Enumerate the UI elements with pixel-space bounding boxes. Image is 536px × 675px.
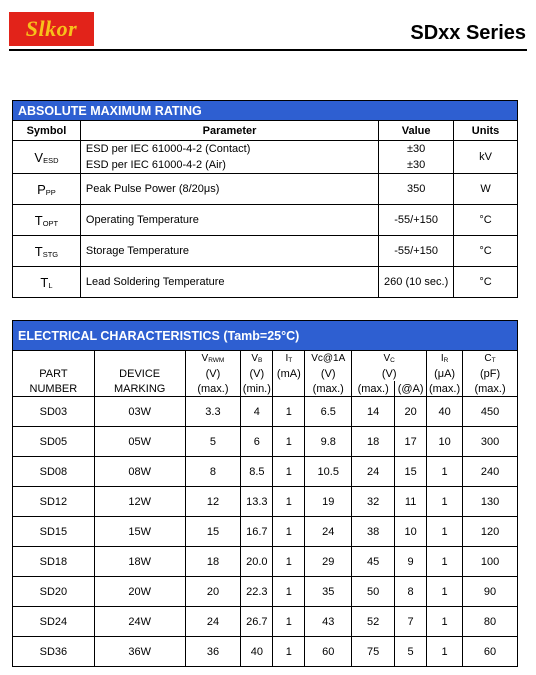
symbol-cell: $T_{OPT}$ xyxy=(13,205,81,236)
vc-max-cell: 14 xyxy=(352,397,395,427)
symbol-cell: $V_{ESD}$ xyxy=(13,141,81,174)
amr-title: ABSOLUTE MAXIMUM RATING xyxy=(13,101,518,121)
vc-at-a-cell: 17 xyxy=(395,427,427,457)
table-row xyxy=(13,637,518,667)
header-divider xyxy=(9,49,527,51)
part-number-cell: SD24 xyxy=(13,607,95,637)
vb-cell: 4 xyxy=(241,397,273,427)
value-cell: 350 xyxy=(379,174,454,205)
note-label: (max.) xyxy=(463,381,518,397)
vc-max-cell: 50 xyxy=(352,577,395,607)
unit-label: (mA) xyxy=(273,366,305,381)
vb-cell: 20.0 xyxy=(241,547,273,577)
device-marking-cell: 03W xyxy=(94,397,185,427)
ir-header: $I_R$ xyxy=(427,351,463,367)
vc-max-cell: 45 xyxy=(352,547,395,577)
note-label: (max.) xyxy=(427,381,463,397)
vc-at-1a-cell: 6.5 xyxy=(305,397,352,427)
device-marking-cell: 15W xyxy=(94,517,185,547)
table-row xyxy=(13,547,518,577)
it-cell: 1 xyxy=(273,427,305,457)
part-number-cell: SD12 xyxy=(13,487,95,517)
note-label: (max.) xyxy=(305,381,352,397)
note-label xyxy=(273,381,305,397)
device-marking-cell: 08W xyxy=(94,457,185,487)
vrwm-cell: 24 xyxy=(185,607,241,637)
value-cell: -55/+150 xyxy=(379,205,454,236)
ec-header-row-2 xyxy=(13,366,518,381)
note-label: (max.) xyxy=(185,381,241,397)
electrical-characteristics-table xyxy=(12,320,518,667)
vb-cell: 8.5 xyxy=(241,457,273,487)
vc-at-1a-cell: 60 xyxy=(305,637,352,667)
part-number-cell: SD20 xyxy=(13,577,95,607)
vrwm-cell: 8 xyxy=(185,457,241,487)
device-marking-cell: 18W xyxy=(94,547,185,577)
value-cell: -55/+150 xyxy=(379,236,454,267)
vc-max-cell: 38 xyxy=(352,517,395,547)
vb-cell: 13.3 xyxy=(241,487,273,517)
part-number-header: PART xyxy=(13,366,95,381)
vc-max-cell: 18 xyxy=(352,427,395,457)
company-logo xyxy=(9,12,94,46)
note-label: (min.) xyxy=(242,382,271,395)
device-marking-cell: 20W xyxy=(94,577,185,607)
vc-at-1a-cell: 43 xyxy=(305,607,352,637)
note-label: (@A) xyxy=(395,381,427,397)
device-marking-header: DEVICE xyxy=(94,366,185,381)
ct-cell: 60 xyxy=(463,637,518,667)
part-number-cell: SD05 xyxy=(13,427,95,457)
symbol-cell: $T_{STG}$ xyxy=(13,236,81,267)
ct-cell: 80 xyxy=(463,607,518,637)
it-cell: 1 xyxy=(273,637,305,667)
unit-label: (V) xyxy=(185,366,241,381)
unit-label: (pF) xyxy=(463,366,518,381)
amr-row-esd xyxy=(13,141,518,174)
vc-at-1a-cell: 24 xyxy=(305,517,352,547)
vc-at-a-cell: 8 xyxy=(395,577,427,607)
parameter-cell: Storage Temperature xyxy=(80,236,378,267)
vc-at-1a-cell: 9.8 xyxy=(305,427,352,457)
unit-cell: W xyxy=(454,174,518,205)
vc-at-a-cell: 7 xyxy=(395,607,427,637)
amr-row-tstg xyxy=(13,236,518,267)
vrwm-cell: 15 xyxy=(185,517,241,547)
col-value: Value xyxy=(379,121,454,141)
ct-header: $C_T$ xyxy=(463,351,518,367)
amr-row-ppp xyxy=(13,174,518,205)
vrwm-cell: 12 xyxy=(185,487,241,517)
series-title: SDxx Series xyxy=(410,22,526,44)
ec-title: ELECTRICAL CHARACTERISTICS (Tamb=25°C) xyxy=(13,321,518,351)
device-marking-cell: 36W xyxy=(94,637,185,667)
amr-row-topt xyxy=(13,205,518,236)
unit-cell: °C xyxy=(454,236,518,267)
vb-cell: 22.3 xyxy=(241,577,273,607)
ir-cell: 1 xyxy=(427,517,463,547)
vrwm-cell: 5 xyxy=(185,427,241,457)
it-cell: 1 xyxy=(273,517,305,547)
ir-cell: 1 xyxy=(427,637,463,667)
table-row xyxy=(13,457,518,487)
device-marking-cell: 05W xyxy=(94,427,185,457)
ct-cell: 120 xyxy=(463,517,518,547)
vc-at-a-cell: 15 xyxy=(395,457,427,487)
vc-at-1a-cell: 35 xyxy=(305,577,352,607)
part-number-header-2: NUMBER xyxy=(13,381,95,397)
ir-cell: 1 xyxy=(427,607,463,637)
vrwm-cell: 20 xyxy=(185,577,241,607)
unit-cell: °C xyxy=(454,205,518,236)
ct-cell: 90 xyxy=(463,577,518,607)
vb-cell: 6 xyxy=(241,427,273,457)
table-row xyxy=(13,397,518,427)
part-number-cell: SD18 xyxy=(13,547,95,577)
symbol-cell: $P_{PP}$ xyxy=(13,174,81,205)
amr-row-tl xyxy=(13,267,518,298)
logo-text: Slkor xyxy=(25,16,78,41)
unit-label: (V) xyxy=(241,366,273,381)
vc-at-a-cell: 9 xyxy=(395,547,427,577)
ir-cell: 1 xyxy=(427,457,463,487)
ct-cell: 300 xyxy=(463,427,518,457)
vb-cell: 26.7 xyxy=(241,607,273,637)
part-number-cell: SD15 xyxy=(13,517,95,547)
it-cell: 1 xyxy=(273,487,305,517)
vc-at-1a-cell: 19 xyxy=(305,487,352,517)
ir-cell: 1 xyxy=(427,487,463,517)
vb-cell: 40 xyxy=(241,637,273,667)
parameter-cell: Peak Pulse Power (8/20μs) xyxy=(80,174,378,205)
vc-max-cell: 24 xyxy=(352,457,395,487)
ir-cell: 40 xyxy=(427,397,463,427)
value-cell: ±30 ±30 xyxy=(379,141,454,174)
parameter-cell: Lead Soldering Temperature xyxy=(80,267,378,298)
col-parameter: Parameter xyxy=(80,121,378,141)
vc-max-cell: 32 xyxy=(352,487,395,517)
vc-max-cell: 52 xyxy=(352,607,395,637)
part-number-cell: SD03 xyxy=(13,397,95,427)
it-header: $I_T$ xyxy=(273,351,305,367)
unit-label: (V) xyxy=(305,366,352,381)
ec-body xyxy=(13,397,518,667)
value-cell: 260 (10 sec.) xyxy=(379,267,454,298)
parameter-cell: Operating Temperature xyxy=(80,205,378,236)
ct-cell: 450 xyxy=(463,397,518,427)
absolute-max-rating-table xyxy=(12,100,518,298)
it-cell: 1 xyxy=(273,547,305,577)
vrwm-cell: 3.3 xyxy=(185,397,241,427)
vc-at-a-cell: 20 xyxy=(395,397,427,427)
unit-label: (μA) xyxy=(427,366,463,381)
table-row xyxy=(13,607,518,637)
vc-at-a-cell: 5 xyxy=(395,637,427,667)
symbol-cell: $T_L$ xyxy=(13,267,81,298)
device-marking-header-2: MARKING xyxy=(94,381,185,397)
it-cell: 1 xyxy=(273,607,305,637)
vb-header: $V_B$ xyxy=(241,351,273,367)
vc-at-1a-cell: 10.5 xyxy=(305,457,352,487)
ec-header-row-1 xyxy=(13,351,518,367)
vc-at-a-cell: 11 xyxy=(395,487,427,517)
it-cell: 1 xyxy=(273,457,305,487)
ct-cell: 240 xyxy=(463,457,518,487)
table-row xyxy=(13,577,518,607)
ir-cell: 1 xyxy=(427,577,463,607)
unit-label: (V) xyxy=(352,366,427,381)
ir-cell: 10 xyxy=(427,427,463,457)
table-row xyxy=(13,427,518,457)
vrwm-header: $V_{RWM}$ xyxy=(185,351,241,367)
table-row xyxy=(13,487,518,517)
unit-cell: °C xyxy=(454,267,518,298)
table-row xyxy=(13,517,518,547)
vc-at-1a-cell: 29 xyxy=(305,547,352,577)
col-symbol: Symbol xyxy=(13,121,81,141)
device-marking-cell: 24W xyxy=(94,607,185,637)
ec-header-row-3 xyxy=(13,381,518,397)
vrwm-cell: 18 xyxy=(185,547,241,577)
vc1a-header: Vc@1A xyxy=(305,351,352,367)
ct-cell: 130 xyxy=(463,487,518,517)
vc-max-cell: 75 xyxy=(352,637,395,667)
part-number-cell: SD08 xyxy=(13,457,95,487)
vrwm-cell: 36 xyxy=(185,637,241,667)
ir-cell: 1 xyxy=(427,547,463,577)
vc-at-a-cell: 10 xyxy=(395,517,427,547)
vb-cell: 16.7 xyxy=(241,517,273,547)
col-units: Units xyxy=(454,121,518,141)
unit-cell: kV xyxy=(454,141,518,174)
device-marking-cell: 12W xyxy=(94,487,185,517)
vc-header: $V_C$ xyxy=(352,351,427,367)
note-label: (max.) xyxy=(352,381,395,397)
parameter-cell: ESD per IEC 61000-4-2 (Contact) ESD per IEC 61000-4-2 (Air) xyxy=(80,141,378,174)
ct-cell: 100 xyxy=(463,547,518,577)
it-cell: 1 xyxy=(273,397,305,427)
it-cell: 1 xyxy=(273,577,305,607)
part-number-cell: SD36 xyxy=(13,637,95,667)
